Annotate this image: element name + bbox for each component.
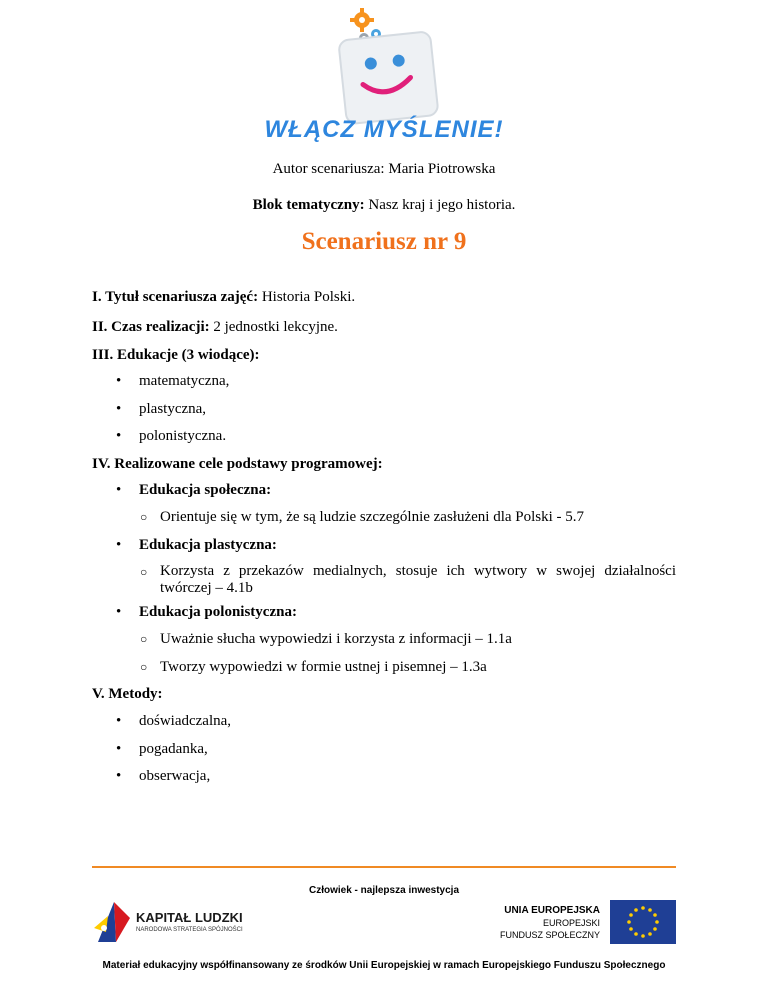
circle-bullet-icon: ○ <box>140 660 148 674</box>
author-line: Autor scenariusza: Maria Piotrowska <box>272 161 496 177</box>
list-item: obserwacja, <box>139 768 211 784</box>
bullet-icon: • <box>116 537 122 553</box>
logo-text: WŁĄCZ MYŚLENIE! <box>264 116 504 143</box>
list-item: doświadczalna, <box>139 713 232 729</box>
block-value: Nasz kraj i jego historia. <box>364 197 516 213</box>
kapital-ludzki-emblem-icon <box>92 898 136 946</box>
section-1-value: Historia Polski. <box>258 289 356 305</box>
block-label: Blok tematyczny: <box>252 197 365 213</box>
list-item: Uważnie słucha wypowiedzi i korzysta z informacji – 1.1a <box>160 631 512 647</box>
section-3-label: III. Edukacje (3 wiodące): <box>92 347 260 363</box>
list-item: matematyczna, <box>139 373 230 389</box>
list-item: Orientuje się w tym, że są ludzie szczególnie zasłużeni dla Polski - 5.7 <box>160 509 585 525</box>
bullet-icon: • <box>116 482 122 498</box>
bullet-icon: • <box>116 373 122 389</box>
bullet-icon: • <box>116 401 122 417</box>
circle-bullet-icon: ○ <box>140 632 148 646</box>
eu-text <box>470 904 600 941</box>
eu-flag <box>610 900 676 944</box>
kapital-ludzki-logo <box>92 898 292 948</box>
eu-flag-icon <box>610 900 676 944</box>
eu-line2: EUROPEJSKI <box>542 918 600 928</box>
block-line <box>0 196 768 214</box>
section-2-label: II. Czas realizacji: <box>92 319 210 335</box>
footer-slogan: Człowiek - najlepsza inwestycja <box>308 885 460 896</box>
section-4-label: IV. Realizowane cele podstawy programowej: <box>92 456 383 472</box>
section-2-value: 2 jednostki lekcyjne. <box>209 319 338 335</box>
section-5-label: V. Metody: <box>92 686 163 702</box>
eu-line1: UNIA EUROPEJSKA <box>504 905 600 916</box>
section-2 <box>92 318 338 336</box>
list-item: polonistyczna. <box>139 428 227 444</box>
list-item: plastyczna, <box>139 401 207 417</box>
bullet-icon: • <box>116 713 122 729</box>
eu-line3: FUNDUSZ SPOŁECZNY <box>499 930 600 940</box>
section-1 <box>92 288 355 306</box>
cofinance-note: Materiał edukacyjny współfinansowany ze środków Unii Europejskiej w ramach Europejskiego Funduszu Społecznego <box>102 960 666 971</box>
circle-bullet-icon: ○ <box>140 565 148 579</box>
group-name: Edukacja społeczna: <box>139 482 272 498</box>
page-title: Scenariusz nr 9 <box>301 228 467 255</box>
footer-divider <box>92 866 676 868</box>
section-1-label: I. Tytuł scenariusza zajęć: <box>92 289 259 305</box>
bullet-icon: • <box>116 428 122 444</box>
bullet-icon: • <box>116 741 122 757</box>
bullet-icon: • <box>116 768 122 784</box>
list-item: Korzysta z przekazów medialnych, stosuje ich wytwory w swojej działalności twórczej – 4.1b <box>160 563 676 596</box>
list-item: pogadanka, <box>139 741 208 757</box>
group-name: Edukacja polonistyczna: <box>139 604 297 620</box>
list-item: Tworzy wypowiedzi w formie ustnej i pisemnej – 1.3a <box>160 659 487 675</box>
circle-bullet-icon: ○ <box>140 510 148 524</box>
kl-subtitle: NARODOWA STRATEGIA SPÓJNOŚCI <box>136 927 243 933</box>
group-name: Edukacja plastyczna: <box>139 537 277 553</box>
kl-title: KAPITAŁ LUDZKI <box>136 910 243 925</box>
bullet-icon: • <box>116 604 122 620</box>
